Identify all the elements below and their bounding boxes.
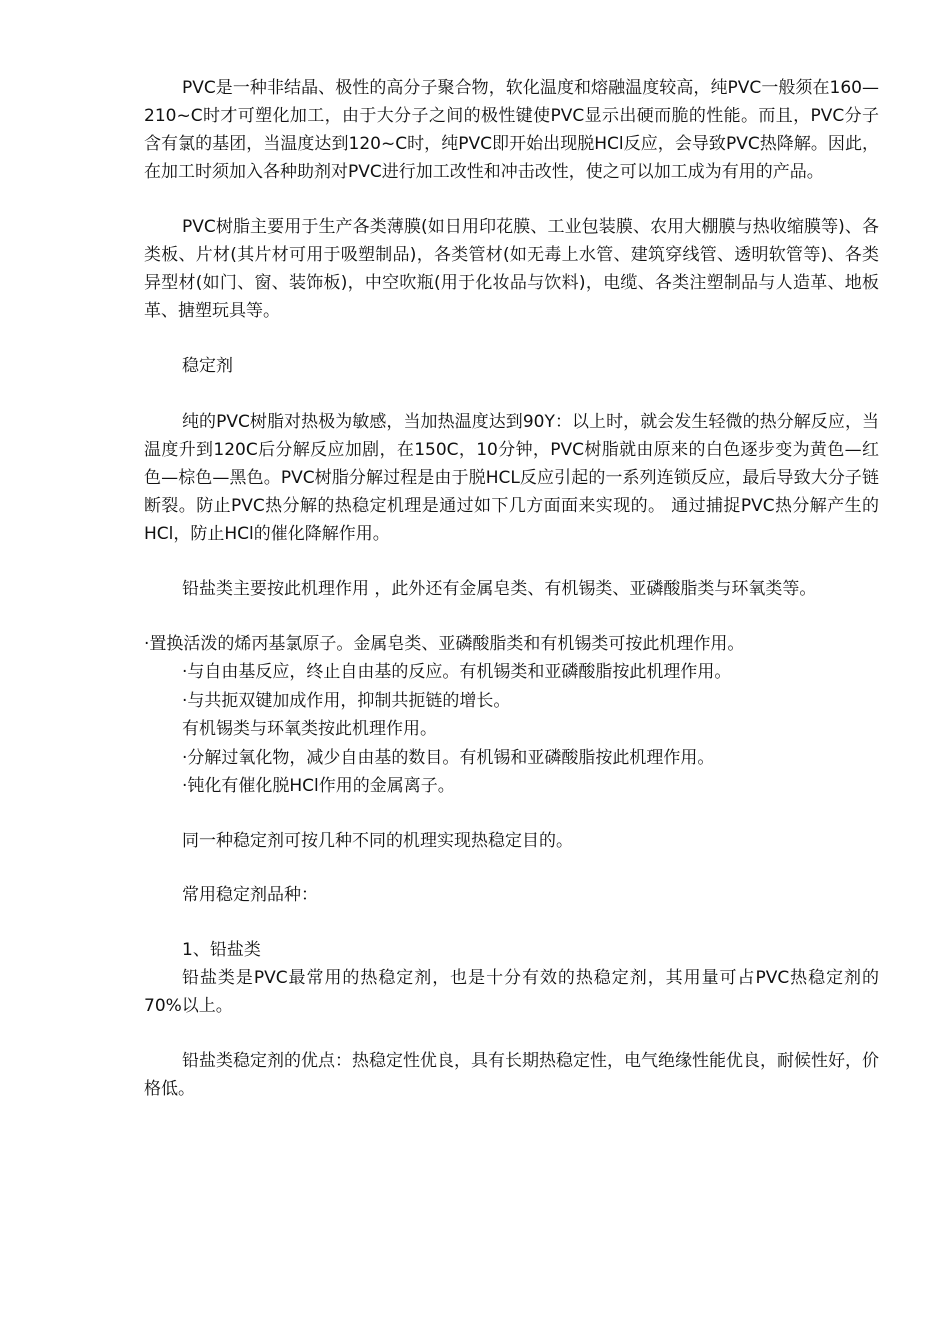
- paragraph-lead-advantages: 铅盐类稳定剂的优点：热稳定性优良，具有长期热稳定性，电气绝缘性能优良，耐候性好，价格低。: [144, 1051, 879, 1099]
- paragraph-lead-mechanism: 铅盐类主要按此机理作用 ，此外还有金属皂类、有机锡类、亚磷酸脂类与环氧类等。: [182, 578, 817, 599]
- list-item: 有机锡类与环氧类按此机理作用。: [182, 719, 437, 739]
- paragraph-pvc-uses: PVC树脂主要用于生产各类薄膜(如日用印花膜、工业包装膜、农用大棚膜与热收缩膜等)、各类板、片材(其片材可用于吸塑制品)，各类管材(如无毒上水管、建筑穿线管、透明软管等)、各类异型材(如门、窗、装饰板)，中空吹瓶(用于化妆品与饮料)，电缆、各类注塑制品与人造革、地板革、搪塑玩具等。: [144, 217, 879, 321]
- list-item: ·与自由基反应，终止自由基的反应。有机锡类和亚磷酸脂按此机理作用。: [182, 662, 732, 682]
- heading-stabilizer: 稳定剂: [182, 356, 233, 376]
- paragraph-multiple-mechanisms: 同一种稳定剂可按几种不同的机理实现热稳定目的。: [182, 830, 573, 851]
- list-item: ·钝化有催化脱HCl作用的金属离子。: [182, 776, 455, 796]
- paragraph-lead-usage: 铅盐类是PVC最常用的热稳定剂，也是十分有效的热稳定剂，其用量可占PVC热稳定剂的70%以上。: [144, 968, 879, 1016]
- list-item: ·分解过氧化物，减少自由基的数目。有机锡和亚磷酸脂按此机理作用。: [182, 747, 715, 768]
- list-item: ·与共扼双键加成作用，抑制共扼链的增长。: [182, 690, 511, 711]
- paragraph-pvc-properties: PVC是一种非结晶、极性的高分子聚合物，软化温度和熔融温度较高，纯PVC一般须在160—210~C时才可塑化加工，由于大分子之间的极性键使PVC显示出硬而脆的性能。而且，PVC分子含有氯的基团，当温度达到120~C时，纯PVC即开始出现脱HCl反应，会导致PVC热降解。因此，在加工时须加入各种助剂对PVC进行加工改性和冲击改性，使之可以加工成为有用的产品。: [144, 78, 879, 182]
- document-page: [144, 74, 879, 1103]
- list-item: ·置换活泼的烯丙基氯原子。金属皂类、亚磷酸脂类和有机锡类可按此机理作用。: [144, 633, 745, 654]
- paragraph-thermal-decomposition: 纯的PVC树脂对热极为敏感，当加热温度达到90Y：以上时，就会发生轻微的热分解反应，当温度升到120C后分解反应加剧，在150C，10分钟，PVC树脂就由原来的白色逐步变为黄色—红色—棕色—黑色。PVC树脂分解过程是由于脱HCL反应引起的一系列连锁反应，最后导致大分子链断裂。防止PVC热分解的热稳定机理是通过如下几方面面来实现的。 通过捕捉PVC热分解产生的HCl，防止HCl的催化降解作用。: [144, 411, 879, 544]
- heading-lead-salts: 1、铅盐类: [182, 939, 261, 960]
- heading-common-stabilizers: 常用稳定剂品种：: [182, 885, 318, 905]
